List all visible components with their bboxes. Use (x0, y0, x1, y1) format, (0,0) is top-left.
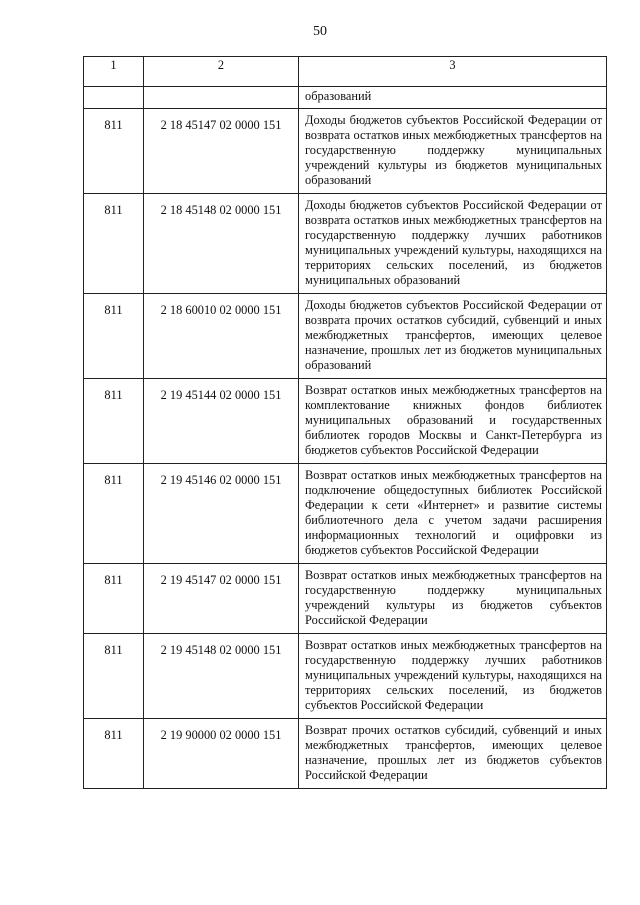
budget-classification-code: 2 19 45146 02 0000 151 (144, 464, 299, 564)
admin-code: 811 (84, 719, 144, 789)
table-row (84, 719, 607, 789)
admin-code: 811 (84, 109, 144, 194)
empty-cell (144, 87, 299, 109)
budget-classification-code: 2 19 45147 02 0000 151 (144, 564, 299, 634)
budget-classification-code: 2 19 90000 02 0000 151 (144, 719, 299, 789)
income-description: Возврат прочих остатков субсидий, субвенций и иных межбюджетных трансфертов, имеющих целевое назначение, прошлых лет из бюджетов субъектов Российской Федерации (299, 719, 607, 789)
table-row (84, 294, 607, 379)
column-header-2: 2 (144, 57, 299, 87)
budget-classification-code: 2 18 45147 02 0000 151 (144, 109, 299, 194)
table-row (84, 464, 607, 564)
budget-codes-table (83, 56, 607, 789)
income-description: Возврат остатков иных межбюджетных трансфертов на комплектование книжных фондов библиотек муниципальных образований и государственных библиотек городов Москвы и Санкт-Петербурга из бюджетов субъектов Российской Федерации (299, 379, 607, 464)
income-description: Доходы бюджетов субъектов Российской Федерации от возврата прочих остатков субсидий, субвенций и иных межбюджетных трансфертов, имеющих целевое назначение, прошлых лет из бюджетов муниципальных образований (299, 294, 607, 379)
income-description: Возврат остатков иных межбюджетных трансфертов на подключение общедоступных библиотек Российской Федерации к сети «Интернет» и развитие системы библиотечного дела с учетом задачи расширения информационных технологий и оцифровки из бюджетов субъектов Российской Федерации (299, 464, 607, 564)
continuation-text: образований (299, 87, 607, 109)
admin-code: 811 (84, 379, 144, 464)
admin-code: 811 (84, 464, 144, 564)
page-number: 50 (313, 24, 327, 39)
budget-classification-code: 2 18 60010 02 0000 151 (144, 294, 299, 379)
table-row (84, 634, 607, 719)
table-row (84, 194, 607, 294)
column-header-3: 3 (299, 57, 607, 87)
budget-classification-code: 2 19 45144 02 0000 151 (144, 379, 299, 464)
income-description: Доходы бюджетов субъектов Российской Федерации от возврата остатков иных межбюджетных трансфертов на государственную поддержку лучших работников муниципальных учреждений культуры, находящихся на территориях сельских поселений, из бюджетов муниципальных образований (299, 194, 607, 294)
admin-code: 811 (84, 294, 144, 379)
column-header-1: 1 (84, 57, 144, 87)
table-row (84, 564, 607, 634)
admin-code: 811 (84, 634, 144, 719)
budget-classification-code: 2 18 45148 02 0000 151 (144, 194, 299, 294)
income-description: Возврат остатков иных межбюджетных трансфертов на государственную поддержку лучших работников муниципальных учреждений культуры, находящихся на территориях сельских поселений, из бюджетов субъектов Российской Федерации (299, 634, 607, 719)
empty-cell (84, 87, 144, 109)
income-description: Возврат остатков иных межбюджетных трансфертов на государственную поддержку муниципальных учреждений культуры из бюджетов субъектов Российской Федерации (299, 564, 607, 634)
table-row (84, 379, 607, 464)
admin-code: 811 (84, 194, 144, 294)
table-header-row (84, 57, 607, 87)
admin-code: 811 (84, 564, 144, 634)
income-description: Доходы бюджетов субъектов Российской Федерации от возврата остатков иных межбюджетных трансфертов на государственную поддержку муниципальных учреждений культуры из бюджетов муниципальных образований (299, 109, 607, 194)
table-row (84, 109, 607, 194)
budget-classification-code: 2 19 45148 02 0000 151 (144, 634, 299, 719)
continuation-row (84, 87, 607, 109)
